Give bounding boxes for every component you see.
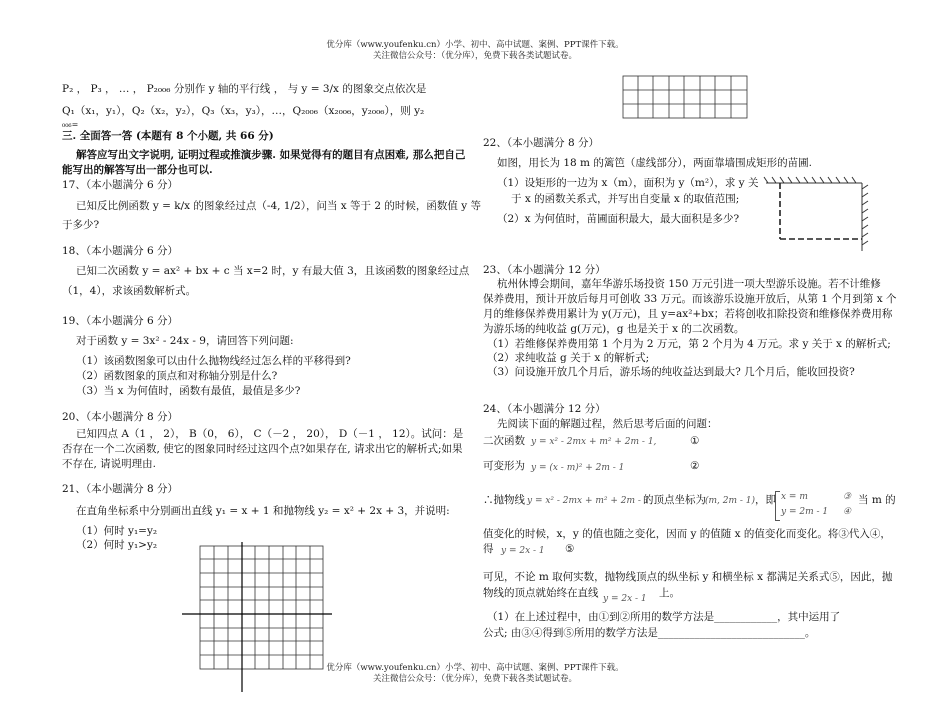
q24-line-5: 值变化的时候，x，y 的值也随之变化，因而 y 的值随 x 的值变化而变化。将③代入④， xyxy=(483,528,891,540)
q20-line-1: 已知四点 A（1 ， 2）， B（0， 6）， C（－2 ， 20）， D（－1 ， 12）。试问：是 xyxy=(76,428,464,440)
q19-line-1: 对于函数 y = 3x² - 24x - 9，请回答下列问题: xyxy=(76,335,294,347)
q18-title: 18、（本小题满分 6 分） xyxy=(62,245,178,257)
q23-title: 23、（本小题满分 12 分） xyxy=(483,264,606,276)
q24-line-7: 可见，不论 m 取何实数，抛物线顶点的纵坐标 y 和横坐标 x 都满足关系式⑤，因此，抛 xyxy=(483,571,893,583)
q22-garden-figure xyxy=(762,175,882,255)
q16-line-3: ₀₀₆= xyxy=(62,120,79,129)
q23-line-5: （1）若维修保养费用第 1 个月为 2 万元，第 2 个月为 4 万元。求 y 关于 x 的解析式; xyxy=(487,338,891,350)
section-3-hint-1: 解答应写出文字说明, 证明过程或推演步骤. 如果觉得有的题目有点困难, 那么把自己 xyxy=(76,149,466,161)
q22-line-3: 于 x 的函数关系式，并写出自变量 x 的取值范围; xyxy=(511,193,740,205)
q16-answer-grid xyxy=(622,75,748,119)
q22-line-1: 如图，用长为 18 m 的篱笆（虚线部分），两面靠墙围成矩形的苗圃. xyxy=(497,157,812,169)
q24-formula-1: y = x² - 2mx + m² + 2m - 1, xyxy=(531,437,657,447)
q16-line-1: P₂ ， P₃ ， … ， P₂₀₀₆ 分别作 y 轴的平行线 ， 与 y = 3/x 的图象交点依次是 xyxy=(62,83,427,95)
q24-line-3-label: 可变形为 xyxy=(483,460,525,472)
q22-line-2: （1）设矩形的一边为 x（m），面积为 y（m²），求 y 关 xyxy=(497,177,759,189)
q18-line-1: 已知二次函数 y = ax² + bx + c 当 x=2 时，y 有最大值 3，且该函数的图象经过点 xyxy=(76,265,470,277)
q23-line-4: 为游乐场的纯收益 g(万元)，g 也是关于 x 的二次函数。 xyxy=(483,323,745,335)
q18-line-2: （1，4），求该函数解析式。 xyxy=(62,285,197,297)
q24-line-1: 先阅读下面的解题过程，然后思考后面的问题： xyxy=(497,418,718,430)
q24-when-m: 当 m 的 xyxy=(858,494,896,506)
q24-vertex-value: (m, 2m - 1) xyxy=(705,496,756,506)
q17-line-2: 于多少? xyxy=(62,219,100,231)
q17-line-1: 已知反比例函数 y = k/x 的图象经过点（-4, 1/2），问当 x 等于 2 的时候，函数值 y 等 xyxy=(76,200,482,212)
q24-mark-2: ② xyxy=(690,460,700,472)
q19-line-4: （3）当 x 为何值时，函数有最值，最值是多少? xyxy=(76,385,301,397)
q24-line-6-label: 得 xyxy=(483,543,494,555)
q16-line-2: Q₁（x₁，y₁），Q₂（x₂，y₂），Q₃（x₃，y₃），…，Q₂₀₀₆（x₂₀₀₆，y₂₀₀₆），则 y₂ xyxy=(62,105,425,117)
q23-line-3: 月的维修保养费用累计为 y(万元)，且 y=ax²+bx；若将创收扣除投资和维修保养费用称 xyxy=(483,308,893,320)
q19-title: 19、（本小题满分 6 分） xyxy=(62,315,178,327)
q24-question-1-a: （1）在上述过程中，由①到②所用的数学方法是____________，其中运用了 xyxy=(487,611,841,623)
q24-formula-line: y = 2x - 1 xyxy=(603,594,647,604)
q23-line-7: （3）问设施开放几个月后，游乐场的纯收益达到最大? 几个月后，能收回投资? xyxy=(487,366,855,378)
q24-line-8-end: 上。 xyxy=(659,587,680,599)
q24-line-2-label: 二次函数 xyxy=(483,435,525,447)
q24-namely: ，即 xyxy=(755,494,776,506)
q24-formula-5: y = 2x - 1 xyxy=(501,546,545,556)
footer-line-2: 关注微信公众号：（优分库），免费下载各类试题试卷。 xyxy=(372,674,577,684)
q22-title: 22、（本小题满分 8 分） xyxy=(483,137,599,149)
q24-mark-4: ④ xyxy=(843,507,852,517)
q19-line-2: （1）该函数图象可以由什么抛物线经过怎么样的平移得到? xyxy=(76,355,351,367)
footer-line-1: 优分库（www.youfenku.cn）小学、初中、高中试题、案例、PPT课件下载。 xyxy=(326,663,624,673)
q24-question-1-b: 公式; 由③④得到⑤所用的数学方法是____________________________。 xyxy=(483,627,816,639)
q23-line-2: 保养费用，预计开放后每月可创收 33 万元。而该游乐设施开放后，从第 1 个月到第 x 个 xyxy=(483,293,897,305)
q20-line-3: 不存在, 请说明理由. xyxy=(62,458,157,470)
q24-system-brace xyxy=(775,491,780,521)
q24-system-eq-1: x = m xyxy=(781,492,808,502)
q24-formula-2: y = (x - m)² + 2m - 1 xyxy=(531,463,625,473)
q21-line-2: （1）何时 y₁=y₂ xyxy=(76,525,158,537)
q17-title: 17、（本小题满分 6 分） xyxy=(62,179,178,191)
q24-mark-3: ③ xyxy=(843,492,852,502)
q24-line-8-label: 物线的顶点就始终在直线 xyxy=(483,587,599,599)
header-line-1: 优分库（www.youfenku.cn）小学、初中、高中试题、案例、PPT课件下载。 xyxy=(326,40,624,50)
q24-line-4-label: ∴抛物线 xyxy=(483,494,525,506)
q24-system-eq-2: y = 2m - 1 xyxy=(781,507,829,517)
header-line-2: 关注微信公众号：（优分库），免费下载各类试题试卷。 xyxy=(372,51,577,61)
q20-line-2: 否存在一个二次函数, 使它的图象同时经过这四个点?如果存在, 请求出它的解析式;如果 xyxy=(62,443,463,455)
q24-mark-5: ⑤ xyxy=(565,543,575,555)
q20-title: 20、（本小题满分 8 分） xyxy=(62,411,178,423)
q24-vertex-label: 的顶点坐标为 xyxy=(643,494,706,506)
q23-line-6: （2）求纯收益 g 关于 x 的解析式; xyxy=(487,352,650,364)
section-3-hint-2: 能写出的解答写出一部分也可以. xyxy=(62,164,213,176)
q21-line-3: （2）何时 y₁>y₂ xyxy=(76,539,158,551)
q21-line-1: 在直角坐标系中分别画出直线 y₁ = x + 1 和抛物线 y₂ = x² + 2x + 3，并说明: xyxy=(76,505,450,517)
q19-line-3: （2）函数图象的顶点和对称轴分别是什么? xyxy=(76,370,278,382)
section-3-title: 三. 全面答一答 (本题有 8 个小题, 共 66 分) xyxy=(62,130,274,142)
q22-line-4: （2）x 为何值时，苗圃面积最大，最大面积是多少? xyxy=(497,213,740,225)
q23-line-1: 杭州休博会期间，嘉年华游乐场投资 150 万元引进一项大型游乐设施。若不计维修 xyxy=(497,278,881,290)
q24-title: 24、（本小题满分 12 分） xyxy=(483,403,606,415)
q21-title: 21、（本小题满分 8 分） xyxy=(62,483,178,495)
q24-formula-3: y = x² - 2mx + m² + 2m - 1 xyxy=(527,496,650,506)
q24-mark-1: ① xyxy=(690,435,700,447)
